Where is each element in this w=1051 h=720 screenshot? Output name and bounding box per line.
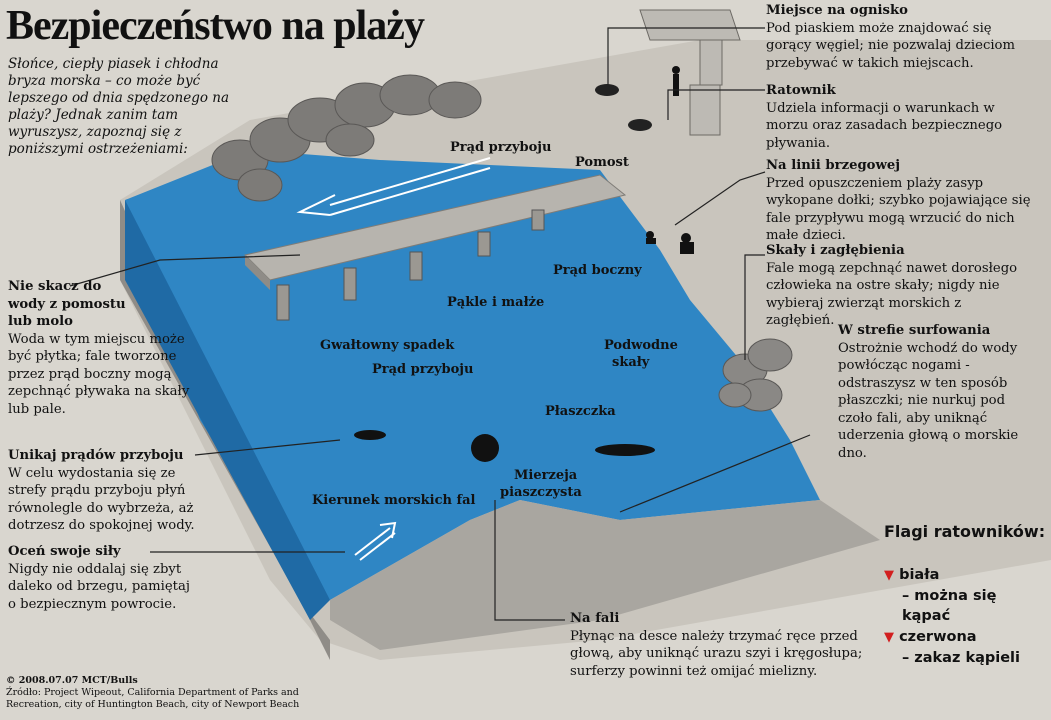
right-block-rocks-body: Fale mogą zepchnąć nawet dorosłego człowieka na ostre skały; nigdy nie wybieraj zwierząt morskich z zagłębień. <box>766 260 1018 328</box>
right-block-lifeguard-body: Udziela informacji o warunkach w morzu oraz zasadach bezpiecznego pływania. <box>766 100 1003 151</box>
flag-red <box>884 627 1049 668</box>
right-block-fire <box>766 2 1041 72</box>
credit <box>6 675 306 711</box>
left-block-pier-head-2: wody z pomostu <box>8 296 126 312</box>
left-block-pier-head-1: Nie skacz do <box>8 279 102 294</box>
left-block-rip-body: W celu wydostania się ze strefy prądu przyboju płyń równolegle do wybrzeża, aż dotrzesz do spokojnej wody. <box>8 465 195 533</box>
flag-red-name: czerwona <box>899 629 977 645</box>
left-block-strength-body: Nigdy nie oddalaj się zbyt daleko od brzegu, pamiętaj o bezpiecznym powrocie. <box>8 561 190 612</box>
right-block-lifeguard-head: Ratownik <box>766 83 836 98</box>
right-block-rocks <box>766 242 1031 330</box>
credit-line-1: © 2008.07.07 MCT/Bulls <box>6 675 138 686</box>
left-block-pier-head-3: lub molo <box>8 314 73 329</box>
right-block-shoreline-head: Na linii brzegowej <box>766 158 900 173</box>
left-block-rip-head: Unikaj prądów przyboju <box>8 448 184 463</box>
right-block-shoreline <box>766 157 1046 245</box>
left-block-rip <box>8 447 208 535</box>
label-underwater-rocks-2: skały <box>612 355 650 370</box>
left-block-pier <box>8 278 193 418</box>
label-rip-current-mid: Prąd przyboju <box>372 362 474 377</box>
right-block-surf <box>838 322 1043 462</box>
label-underwater-rocks-1: Podwodne <box>604 338 678 353</box>
left-block-pier-body: Woda w tym miejscu może być płytka; fale tworzone przez prąd boczny mogą zepchnąć pływaka na skały lub pale. <box>8 331 190 417</box>
left-block-strength-head: Oceń swoje siły <box>8 544 121 559</box>
intro-text: Słońce, ciepły piasek i chłodna bryza morska – co może być lepszego od dnia spędzonego na plaży? Jednak zanim tam wyruszysz, zapoznaj się z poniższymi ostrzeżeniami: <box>8 56 230 157</box>
block-on-wave <box>570 610 870 680</box>
right-block-surf-head: W strefie surfowania <box>838 323 991 338</box>
flag-red-desc: – zakaz kąpieli <box>902 650 1020 666</box>
block-on-wave-body: Płynąc na desce należy trzymać ręce przed głową, aby uniknąć urazu szyi i kręgosłupa; surferzy powinni też omijać mielizny. <box>570 628 863 679</box>
flag-white-marker-icon: ▼ <box>884 568 894 583</box>
label-side-current: Prąd boczny <box>553 263 642 278</box>
right-block-fire-head: Miejsce na ognisko <box>766 3 908 18</box>
credit-line-2: Źródło: Project Wipeout, California Department of Parks and Recreation, city of Huntington Beach, city of Newport Beach <box>6 687 300 710</box>
right-block-fire-body: Pod piaskiem może znajdować się gorący węgiel; nie pozwalaj dzieciom przebywać w takich miejscach. <box>766 20 1015 71</box>
right-block-lifeguard <box>766 82 1041 152</box>
page-title: Bezpieczeństwo na plaży <box>6 3 424 49</box>
left-block-strength <box>8 543 193 613</box>
label-stingray: Płaszczka <box>545 404 616 419</box>
label-rip-current-top: Prąd przyboju <box>450 140 552 155</box>
label-barnacles: Pąkle i małże <box>447 295 545 310</box>
flag-white-name: biała <box>899 567 940 583</box>
label-sandbar-1: Mierzeja <box>514 468 578 483</box>
label-wave-direction: Kierunek morskich fal <box>312 493 476 508</box>
right-block-shoreline-body: Przed opuszczeniem plaży zasyp wykopane dołki; szybko pojawiające się fale przypływu mogą wrzucić do nich małe dzieci. <box>766 175 1031 243</box>
label-sandbar-2: piaszczysta <box>500 485 582 500</box>
flags-title: Flagi ratowników: <box>884 522 1046 541</box>
flag-white-desc: – można się kąpać <box>902 588 997 624</box>
flag-red-marker-icon: ▼ <box>884 630 894 645</box>
flag-white <box>884 565 1049 626</box>
label-drop-off: Gwałtowny spadek <box>320 338 455 353</box>
fire-pit-2 <box>628 119 652 131</box>
right-block-rocks-head: Skały i zagłębienia <box>766 243 905 258</box>
fire-pit-1 <box>595 84 619 96</box>
label-pier: Pomost <box>575 155 629 170</box>
block-on-wave-head: Na fali <box>570 611 620 626</box>
right-block-surf-body: Ostrożnie wchodź do wody powłócząc nogami - odstraszysz w ten sposób płaszczki; nie nurkuj pod czoło fali, aby uniknąć uderzenia głową o morskie dno. <box>838 340 1019 461</box>
